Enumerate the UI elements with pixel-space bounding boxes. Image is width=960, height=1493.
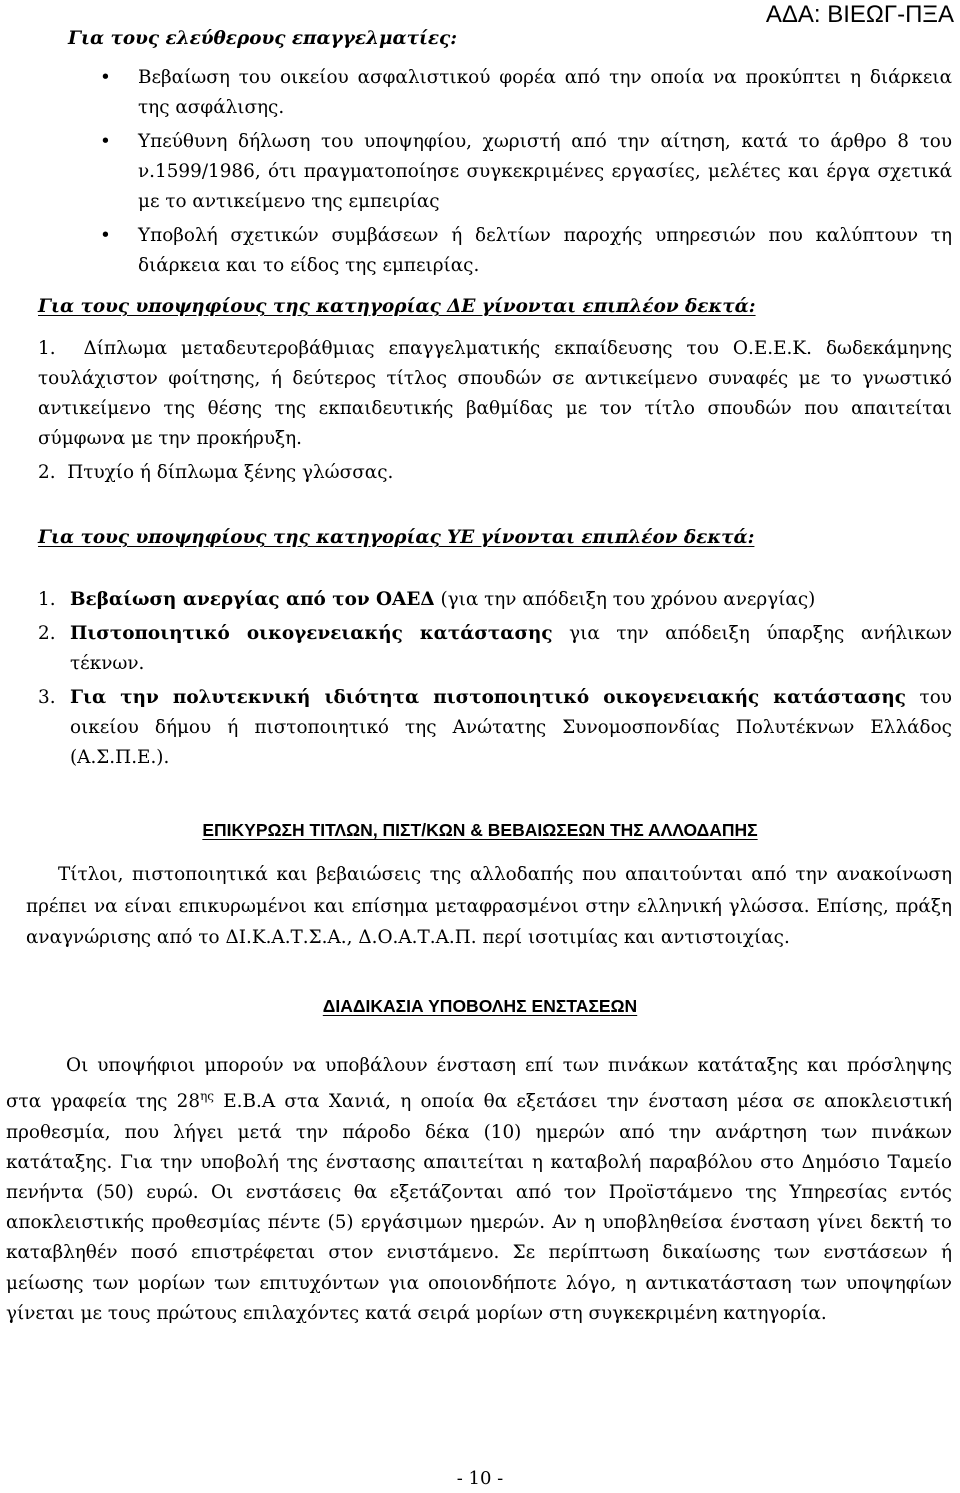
ada-code: ΑΔΑ: ΒΙΕΩΓ-ΠΞΑ <box>765 1 954 28</box>
page-number: - 10 - <box>456 1468 504 1489</box>
ye-list <box>38 585 952 773</box>
de-list <box>38 334 952 488</box>
list-item: 2. Πτυχίο ή δίπλωμα ξένης γλώσσας. <box>38 462 394 483</box>
foreign-title: ΕΠΙΚΥΡΩΣΗ ΤΙΤΛΩΝ, ΠΙΣΤ/ΚΩΝ & ΒΕΒΑΙΩΣΕΩΝ ΤΗΣ ΑΛΛΟΔΑΠΗΣ <box>202 820 758 840</box>
freelancers-heading <box>68 28 960 49</box>
list-item: 1. Δίπλωμα μεταδευτεροβάθμιας επαγγελματικής εκπαίδευσης του Ο.Ε.Ε.Κ. δωδεκάμηνης τουλάχιστον φοίτησης, ή δεύτερος τίτλος σπουδών σε αντικείμενο συναφές με το γνωστικό αντικείμενο της θέσης της εκπαιδευτικής βαθμίδας με τον τίτλο σπουδών που απαιτείται σύμφωνα με την προκήρυξη. <box>38 338 952 449</box>
list-item: • Υποβολή σχετικών συμβάσεων ή δελτίων παροχής υπηρεσιών που καλύπτουν τη διάρκεια και το είδος της εμπειρίας. <box>96 221 952 281</box>
objections-paragraph: Οι υποψήφιοι μπορούν να υποβάλουν ένσταση επί των πινάκων κατάταξης και πρόσληψης στα γραφεία της $28^{\eta\varsigma}$ Ε.Β.Α στα Χανιά, η οποία θα εξετάσει την ένσταση μέσα σε αποκλειστική προθεσμία, που λήγει μετά την πάροδο δέκα (10) ημερών από την ανάρτηση των πινάκων κατάταξης. Για την υποβολή της ένστασης απαιτείται η καταβολή παραβόλου στο Δημόσιο Ταμείο πενήντα (50) ευρώ. Οι ενστάσεις θα εξετάζονται από τον Προϊστάμενο της Υπηρεσίας εντός αποκλειστικής προθεσμίας πέντε (5) εργάσιμων ημερών. Αν η υποβληθείσα ένσταση γίνει δεκτή το καταβληθέν ποσό επιστρέφεται στον ενιστάμενο. Σε περίπτωση δικαίωσης των ενστάσεων ή μείωσης των μορίων των επιτυχόντων για οποιονδήποτε λόγο, η αντικατάσταση των υποψηφίων γίνεται με τους πρώτους επιλαχόντες κατά σειρά μορίων στη συγκεκριμένη κατηγορία. <box>6 1055 952 1324</box>
bullet-icon: • <box>100 131 111 152</box>
list-item: 2. Πιστοποιητικό οικογενειακής κατάστασης για την απόδειξη ύπαρξης ανήλικων τέκνων. <box>38 623 952 674</box>
objections-title: ΔΙΑΔΙΚΑΣΙΑ ΥΠΟΒΟΛΗΣ ΕΝΣΤΑΣΕΩΝ <box>322 996 638 1016</box>
list-item: • Υπεύθυνη δήλωση του υποψηφίου, χωριστή από την αίτηση, κατά το άρθρο 8 του ν.1599/1986, ότι πραγματοποίησε συγκεκριμένες εργασίες, μελέτες και έργα σχετικά με το αντικείμενο της εμπειρίας <box>96 127 952 217</box>
ye-heading: Για τους υποψηφίους της κατηγορίας ΥΕ γίνονται επιπλέον δεκτά: <box>38 527 755 548</box>
de-heading: Για τους υποψηφίους της κατηγορίας ΔΕ γίνονται επιπλέον δεκτά: <box>38 296 756 317</box>
bullet-icon: • <box>100 67 111 88</box>
list-item: 1. Βεβαίωση ανεργίας από τον ΟΑΕΔ (για την απόδειξη του χρόνου ανεργίας) <box>38 589 816 610</box>
freelancers-list <box>96 63 952 281</box>
list-item: • Βεβαίωση του οικείου ασφαλιστικού φορέα από την οποία να προκύπτει η διάρκεια της ασφάλισης. <box>96 63 952 123</box>
foreign-paragraph: Τίτλοι, πιστοποιητικά και βεβαιώσεις της αλλοδαπής που απαιτούνται από την ανακοίνωση πρέπει να είναι επικυρωμένοι και επίσημα μεταφρασμένοι στην ελληνική γλώσσα. Επίσης, πράξη αναγνώρισης από το ΔΙ.Κ.Α.Τ.Σ.Α., Δ.Ο.Α.Τ.Α.Π. περί ισοτιμίας και αντιστοιχίας. <box>26 864 952 948</box>
list-item: 3. Για την πολυτεκνική ιδιότητα πιστοποιητικό οικογενειακής κατάστασης του οικείου δήμου ή πιστοποιητικό της Ανώτατης Συνομοσπονδίας Πολυτέκνων Ελλάδος (Α.Σ.Π.Ε.). <box>38 687 952 768</box>
freelancers-heading-text: Για τους ελεύθερους επαγγελματίες: <box>68 28 458 49</box>
bullet-icon: • <box>100 225 111 246</box>
